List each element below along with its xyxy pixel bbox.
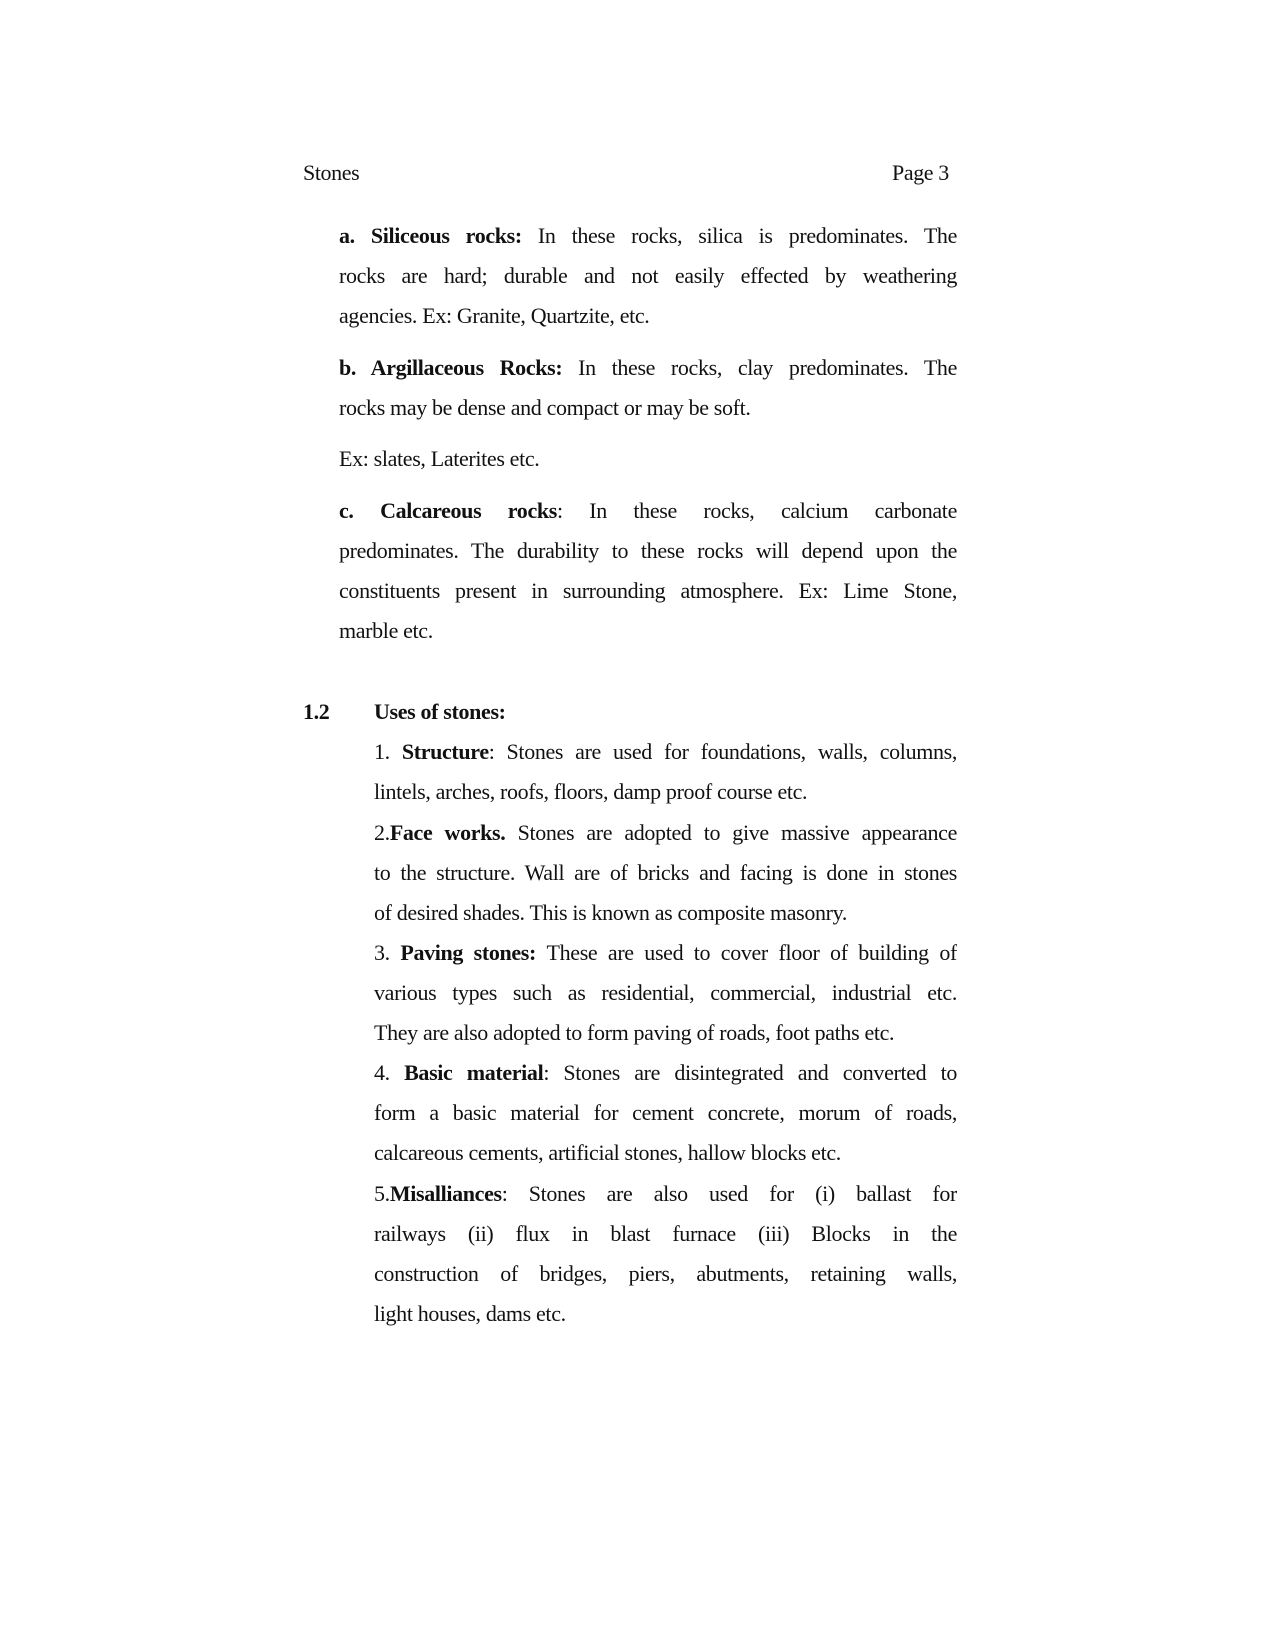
argillaceous-line-1: b. Argillaceous Rocks: In these rocks, clay predominates. The bbox=[339, 355, 957, 380]
use-misalliances-line-3: construction of bridges, piers, abutments, retaining walls, bbox=[374, 1261, 957, 1286]
calcareous-line-2: predominates. The durability to these rocks will depend upon the bbox=[339, 538, 957, 563]
argillaceous-label: b. Argillaceous Rocks: bbox=[339, 355, 563, 380]
use-structure-line-2: lintels, arches, roofs, floors, damp proof course etc. bbox=[374, 779, 808, 804]
use-misalliances-line-1: 5.Misalliances: Stones are also used for (i) ballast for bbox=[374, 1181, 957, 1206]
argillaceous-example: Ex: slates, Laterites etc. bbox=[339, 446, 540, 471]
section-number: 1.2 bbox=[303, 699, 330, 724]
use-paving-line-2: various types such as residential, commercial, industrial etc. bbox=[374, 980, 957, 1005]
calcareous-line-1: c. Calcareous rocks: In these rocks, calcium carbonate bbox=[339, 498, 957, 523]
use-paving-line-1: 3. Paving stones: These are used to cover floor of building of bbox=[374, 940, 957, 965]
use-misalliances-line-2: railways (ii) flux in blast furnace (iii) Blocks in the bbox=[374, 1221, 957, 1246]
siliceous-line-3: agencies. Ex: Granite, Quartzite, etc. bbox=[339, 303, 650, 328]
siliceous-line-1: a. Siliceous rocks: In these rocks, silica is predominates. The bbox=[339, 223, 957, 248]
structure-label: Structure bbox=[401, 739, 489, 764]
use-basic-material-line-1: 4. Basic material: Stones are disintegrated and converted to bbox=[374, 1060, 957, 1085]
use-paving-line-3: They are also adopted to form paving of roads, foot paths etc. bbox=[374, 1020, 895, 1045]
calcareous-label: c. Calcareous rocks bbox=[339, 498, 557, 523]
use-face-works-line-2: to the structure. Wall are of bricks and facing is done in stones bbox=[374, 860, 957, 885]
paving-stones-label: Paving stones: bbox=[400, 940, 536, 965]
siliceous-label: a. Siliceous rocks: bbox=[339, 223, 522, 248]
basic-material-label: Basic material bbox=[404, 1060, 544, 1085]
page-number: Page 3 bbox=[892, 160, 949, 185]
use-structure-line-1: 1. Structure: Stones are used for foundations, walls, columns, bbox=[374, 739, 957, 764]
face-works-label: Face works. bbox=[389, 820, 506, 845]
argillaceous-line-2: rocks may be dense and compact or may be soft. bbox=[339, 395, 751, 420]
use-face-works-line-3: of desired shades. This is known as composite masonry. bbox=[374, 900, 847, 925]
siliceous-line-2: rocks are hard; durable and not easily effected by weathering bbox=[339, 263, 957, 288]
use-basic-material-line-2: form a basic material for cement concrete, morum of roads, bbox=[374, 1100, 957, 1125]
misalliances-label: Misalliances bbox=[389, 1181, 502, 1206]
use-face-works-line-1: 2.Face works. Stones are adopted to give massive appearance bbox=[374, 820, 957, 845]
running-header-title: Stones bbox=[303, 160, 360, 185]
calcareous-line-3: constituents present in surrounding atmosphere. Ex: Lime Stone, bbox=[339, 578, 957, 603]
calcareous-line-4: marble etc. bbox=[339, 618, 433, 643]
use-basic-material-line-3: calcareous cements, artificial stones, hallow blocks etc. bbox=[374, 1140, 841, 1165]
section-title: Uses of stones: bbox=[374, 699, 506, 724]
use-misalliances-line-4: light houses, dams etc. bbox=[374, 1301, 566, 1326]
